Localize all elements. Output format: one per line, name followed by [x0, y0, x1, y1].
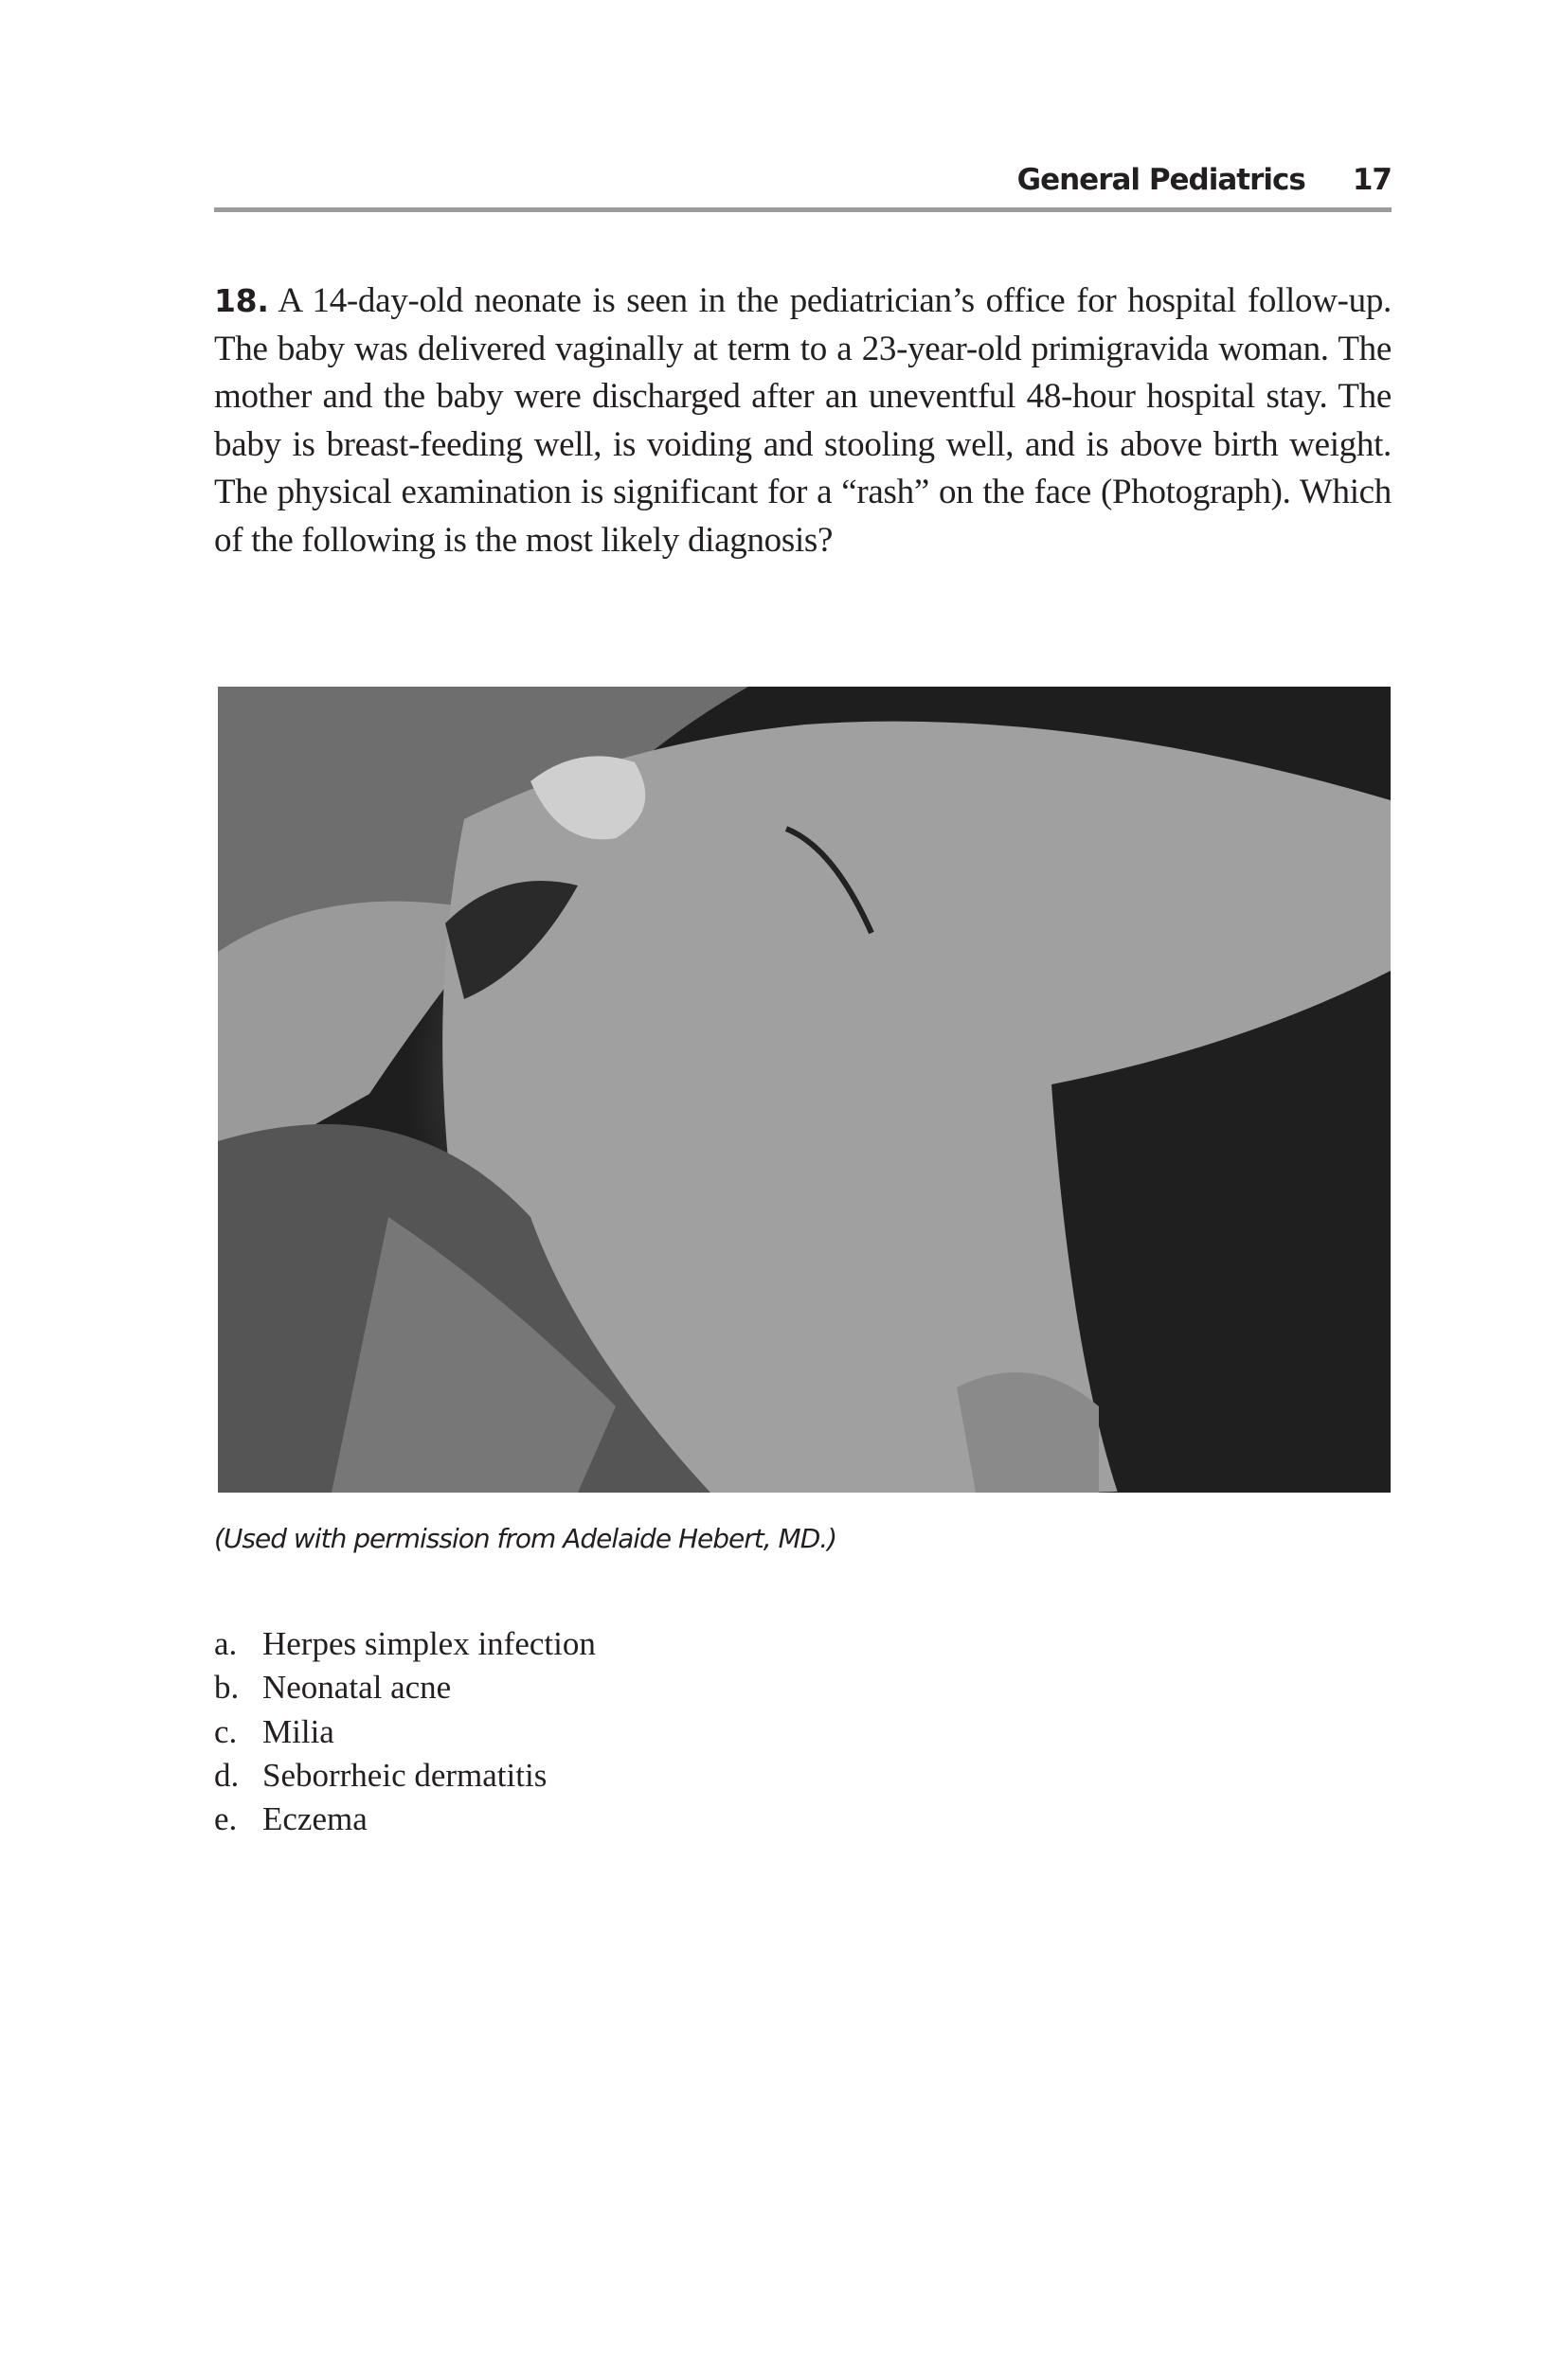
option-letter: a.	[214, 1625, 238, 1662]
option-letter: e.	[214, 1800, 238, 1838]
page-number: 17	[1352, 163, 1392, 197]
running-header	[214, 159, 1392, 201]
question-18	[214, 277, 1392, 564]
photo-illustration	[218, 687, 1391, 1493]
option-text: Neonatal acne	[262, 1669, 452, 1707]
answer-options	[214, 1625, 596, 1844]
header-rule	[214, 207, 1392, 212]
section-title: General Pediatrics	[1016, 163, 1305, 197]
option-letter: b.	[214, 1669, 240, 1707]
option-a	[214, 1625, 596, 1669]
question-number: 18.	[214, 282, 269, 319]
figure-caption: (Used with permission from Adelaide Hebert, MD.)	[214, 1523, 837, 1554]
option-e	[214, 1800, 596, 1844]
option-text: Eczema	[262, 1800, 368, 1838]
option-c	[214, 1713, 596, 1757]
option-text: Herpes simplex infection	[262, 1625, 596, 1662]
option-letter: c.	[214, 1712, 238, 1750]
option-text: Milia	[262, 1712, 334, 1750]
option-b	[214, 1669, 596, 1712]
option-text: Seborrheic dermatitis	[262, 1756, 548, 1794]
option-letter: d.	[214, 1756, 240, 1794]
option-d	[214, 1757, 596, 1800]
neonate-face-photograph	[218, 687, 1391, 1493]
question-text: A 14-day-old neonate is seen in the pediatrician’s office for hospital follow-up. The baby was delivered vaginally at term to a 23-year-old primigravida woman. The mother and the baby were discharged after an uneventful 48-hour hospital stay. The baby is breast-feeding well, is voiding and stooling well, and is above birth weight. The physical examination is significant for a “rash” on the face (Photograph). Which of the following is the most likely diagnosis?	[214, 281, 1392, 560]
